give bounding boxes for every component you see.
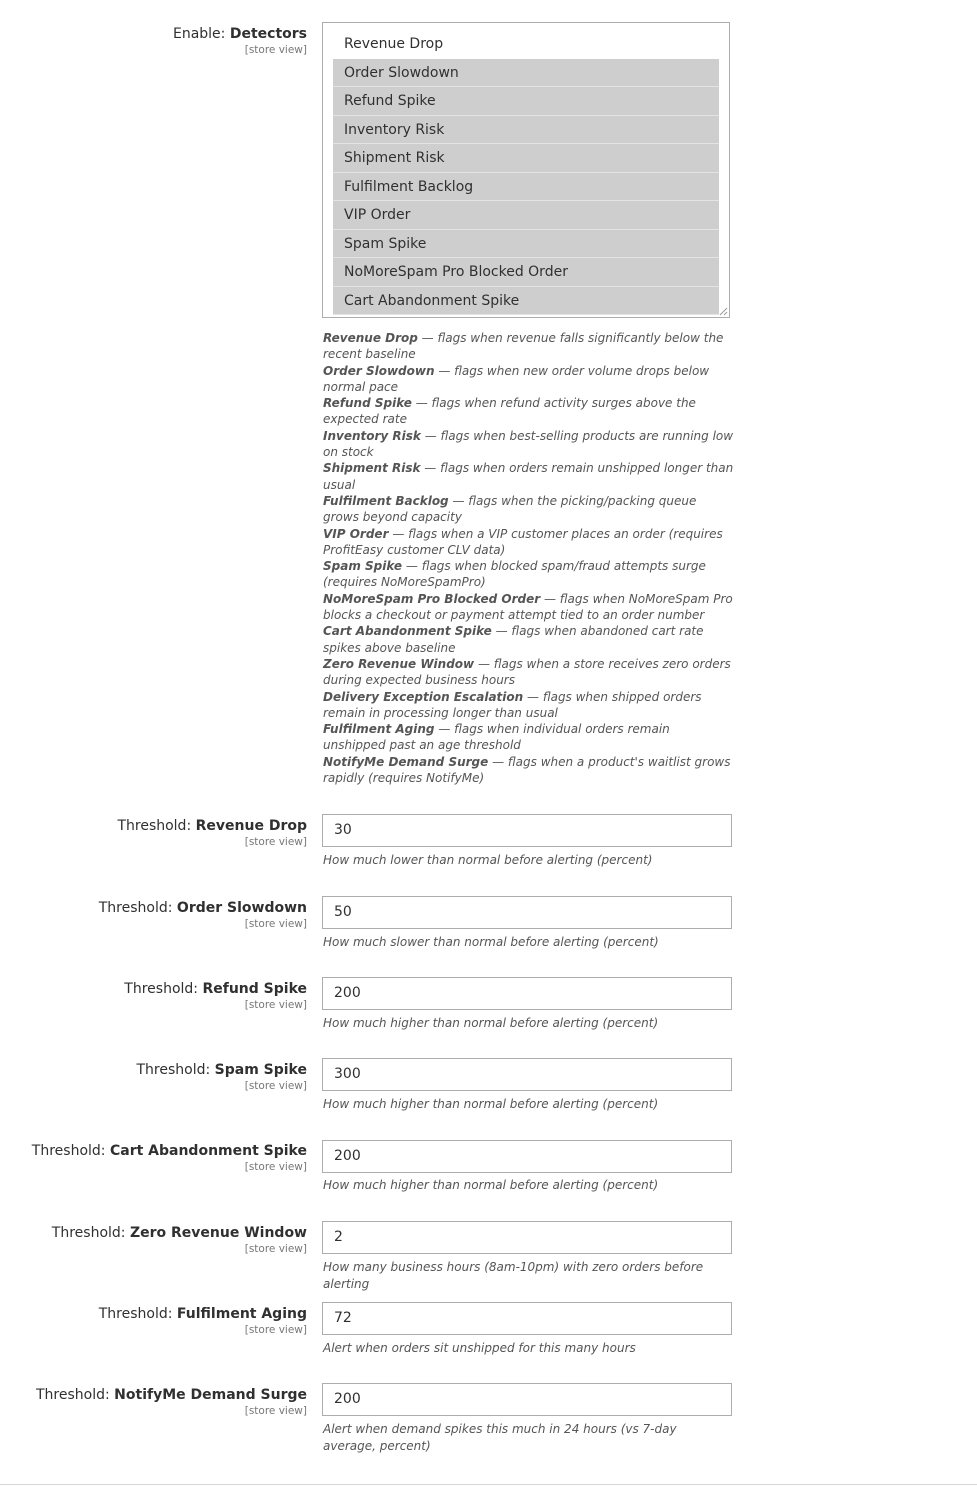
detector-note-desc: — flags when a product's waitlist grows rapidly (requires NotifyMe) <box>323 754 731 786</box>
detectors-label-name: Detectors <box>229 26 307 42</box>
threshold-label-prefix: Threshold: <box>31 1143 110 1159</box>
detector-note-desc: — flags when best-selling products are running low on stock <box>323 428 734 460</box>
detector-note <box>323 493 735 526</box>
detectors-multiselect[interactable] <box>322 22 730 318</box>
section-divider <box>0 1484 977 1485</box>
detector-note-desc: — flags when abandoned cart rate spikes above baseline <box>323 624 704 655</box>
threshold-hint: Alert when orders sit unshipped for this many hours <box>323 1341 636 1355</box>
detector-note-name: Cart Abandonment Spike <box>323 624 492 639</box>
threshold-label-name: Revenue Drop <box>195 818 307 834</box>
detector-note-name: Fulfilment Aging <box>323 722 435 737</box>
threshold-scope: [store view] <box>244 1080 307 1092</box>
threshold-label-prefix: Threshold: <box>98 900 177 916</box>
detector-option[interactable]: Order Slowdown <box>333 59 719 88</box>
detector-note <box>323 460 735 493</box>
threshold-hint: How much higher than normal before alerting (percent) <box>323 1016 659 1030</box>
detector-note <box>323 689 735 722</box>
detector-note <box>323 721 735 754</box>
threshold-hint: Alert when demand spikes this much in 24 hours (vs 7-day average, percent) <box>323 1422 677 1453</box>
detector-note-name: Inventory Risk <box>323 428 421 443</box>
threshold-notifyme-demand-surge-input[interactable]: 200 <box>322 1383 732 1416</box>
detector-note-desc: — flags when a store receives zero orders during expected business hours <box>323 656 731 688</box>
threshold-label-name: Cart Abandonment Spike <box>109 1143 307 1159</box>
detector-option[interactable]: VIP Order <box>333 201 719 230</box>
detector-note <box>323 526 735 559</box>
detector-note-name: NotifyMe Demand Surge <box>323 754 489 769</box>
detector-option[interactable]: Spam Spike <box>333 230 719 259</box>
detectors-label <box>173 23 307 57</box>
detectors-scope: [store view] <box>244 44 307 56</box>
threshold-scope: [store view] <box>244 1243 307 1255</box>
threshold-label-prefix: Threshold: <box>117 818 196 834</box>
threshold-label-name: Fulfilment Aging <box>176 1306 307 1322</box>
threshold-zero-revenue-window-label <box>52 1222 307 1256</box>
detector-note-desc: — flags when orders remain unshipped longer than usual <box>323 461 734 492</box>
threshold-label-prefix: Threshold: <box>136 1062 215 1078</box>
detector-note-name: NoMoreSpam Pro Blocked Order <box>323 591 541 606</box>
detector-note <box>323 428 735 461</box>
threshold-fulfilment-aging-label <box>99 1303 307 1337</box>
threshold-scope: [store view] <box>244 999 307 1011</box>
threshold-cart-abandonment-spike-label <box>32 1140 307 1174</box>
detector-note-desc: — flags when refund activity surges above the expected rate <box>323 396 696 427</box>
detector-option[interactable]: Refund Spike <box>333 87 719 116</box>
threshold-label-name: Spam Spike <box>214 1062 307 1078</box>
threshold-spam-spike-input[interactable]: 300 <box>322 1058 732 1091</box>
threshold-scope: [store view] <box>244 1405 307 1417</box>
detector-note-desc: — flags when new order volume drops below normal pace <box>323 363 710 394</box>
detector-note <box>323 395 735 428</box>
threshold-cart-abandonment-spike-input[interactable]: 200 <box>322 1140 732 1173</box>
detector-note-name: Order Slowdown <box>323 363 435 378</box>
detector-note <box>323 558 735 591</box>
detector-note-name: VIP Order <box>323 526 389 541</box>
threshold-scope: [store view] <box>244 1161 307 1173</box>
detector-note-desc: — flags when NoMoreSpam Pro blocks a checkout or payment attempt tied to an order number <box>323 591 733 623</box>
detector-note-desc: — flags when the picking/packing queue grows beyond capacity <box>323 493 697 525</box>
detector-note <box>323 591 735 624</box>
threshold-order-slowdown-input[interactable]: 50 <box>322 896 732 929</box>
threshold-zero-revenue-window-input[interactable]: 2 <box>322 1221 732 1254</box>
threshold-label-name: Order Slowdown <box>176 900 307 916</box>
detectors-label-prefix: Enable: <box>172 26 230 42</box>
threshold-scope: [store view] <box>244 836 307 848</box>
detector-note-desc: — flags when individual orders remain unshipped past an age threshold <box>323 722 670 753</box>
detector-option[interactable]: Shipment Risk <box>333 144 719 173</box>
detector-note <box>323 330 735 363</box>
threshold-revenue-drop-input[interactable]: 30 <box>322 814 732 847</box>
detector-option[interactable]: Revenue Drop <box>344 36 444 52</box>
detector-note-desc: — flags when revenue falls significantly below the recent baseline <box>323 331 724 362</box>
threshold-scope: [store view] <box>244 918 307 930</box>
detector-note-desc: — flags when blocked spam/fraud attempts surge (requires NoMoreSpamPro) <box>323 559 706 590</box>
threshold-order-slowdown-label <box>99 897 307 931</box>
detector-option[interactable]: Cart Abandonment Spike <box>333 287 719 316</box>
threshold-refund-spike-label <box>124 978 307 1012</box>
detector-note-name: Spam Spike <box>323 559 403 574</box>
detector-note-name: Zero Revenue Window <box>323 656 475 671</box>
detector-option[interactable]: Fulfilment Backlog <box>333 173 719 202</box>
detector-note-desc: — flags when shipped orders remain in processing longer than usual <box>323 689 702 720</box>
detector-note <box>323 363 735 396</box>
threshold-refund-spike-input[interactable]: 200 <box>322 977 732 1010</box>
detector-option[interactable]: Inventory Risk <box>333 116 719 145</box>
threshold-hint: How much slower than normal before alerting (percent) <box>323 935 659 949</box>
detector-note <box>323 623 735 656</box>
threshold-label-prefix: Threshold: <box>51 1225 130 1241</box>
threshold-notifyme-demand-surge-label <box>36 1384 307 1418</box>
threshold-label-name: Zero Revenue Window <box>129 1225 307 1241</box>
threshold-fulfilment-aging-input[interactable]: 72 <box>322 1302 732 1335</box>
detector-option[interactable]: NoMoreSpam Pro Blocked Order <box>333 258 719 287</box>
threshold-hint: How much lower than normal before alerting (percent) <box>323 853 653 867</box>
detector-note-name: Refund Spike <box>323 396 412 411</box>
detectors-notes <box>323 330 735 786</box>
detector-note <box>323 754 735 787</box>
threshold-scope: [store view] <box>244 1324 307 1336</box>
threshold-label-prefix: Threshold: <box>98 1306 177 1322</box>
detector-note-name: Revenue Drop <box>323 331 418 345</box>
threshold-hint: How much higher than normal before alerting (percent) <box>323 1097 659 1111</box>
detector-note-desc: — flags when a VIP customer places an order (requires ProfitEasy customer CLV data) <box>323 526 723 557</box>
threshold-label-prefix: Threshold: <box>124 981 203 997</box>
threshold-spam-spike-label <box>136 1059 307 1093</box>
resize-grip-icon[interactable] <box>719 307 728 316</box>
detector-note-name: Delivery Exception Escalation <box>323 689 524 704</box>
threshold-hint: How many business hours (8am-10pm) with zero orders before alerting <box>323 1260 704 1291</box>
detector-note <box>323 656 735 689</box>
threshold-label-name: NotifyMe Demand Surge <box>114 1387 307 1403</box>
detector-note-name: Shipment Risk <box>323 461 421 476</box>
threshold-label-name: Refund Spike <box>202 981 307 997</box>
threshold-hint: How much higher than normal before alerting (percent) <box>323 1178 659 1192</box>
detector-note-name: Fulfilment Backlog <box>323 493 449 508</box>
threshold-label-prefix: Threshold: <box>36 1387 115 1403</box>
threshold-revenue-drop-label <box>117 815 307 849</box>
